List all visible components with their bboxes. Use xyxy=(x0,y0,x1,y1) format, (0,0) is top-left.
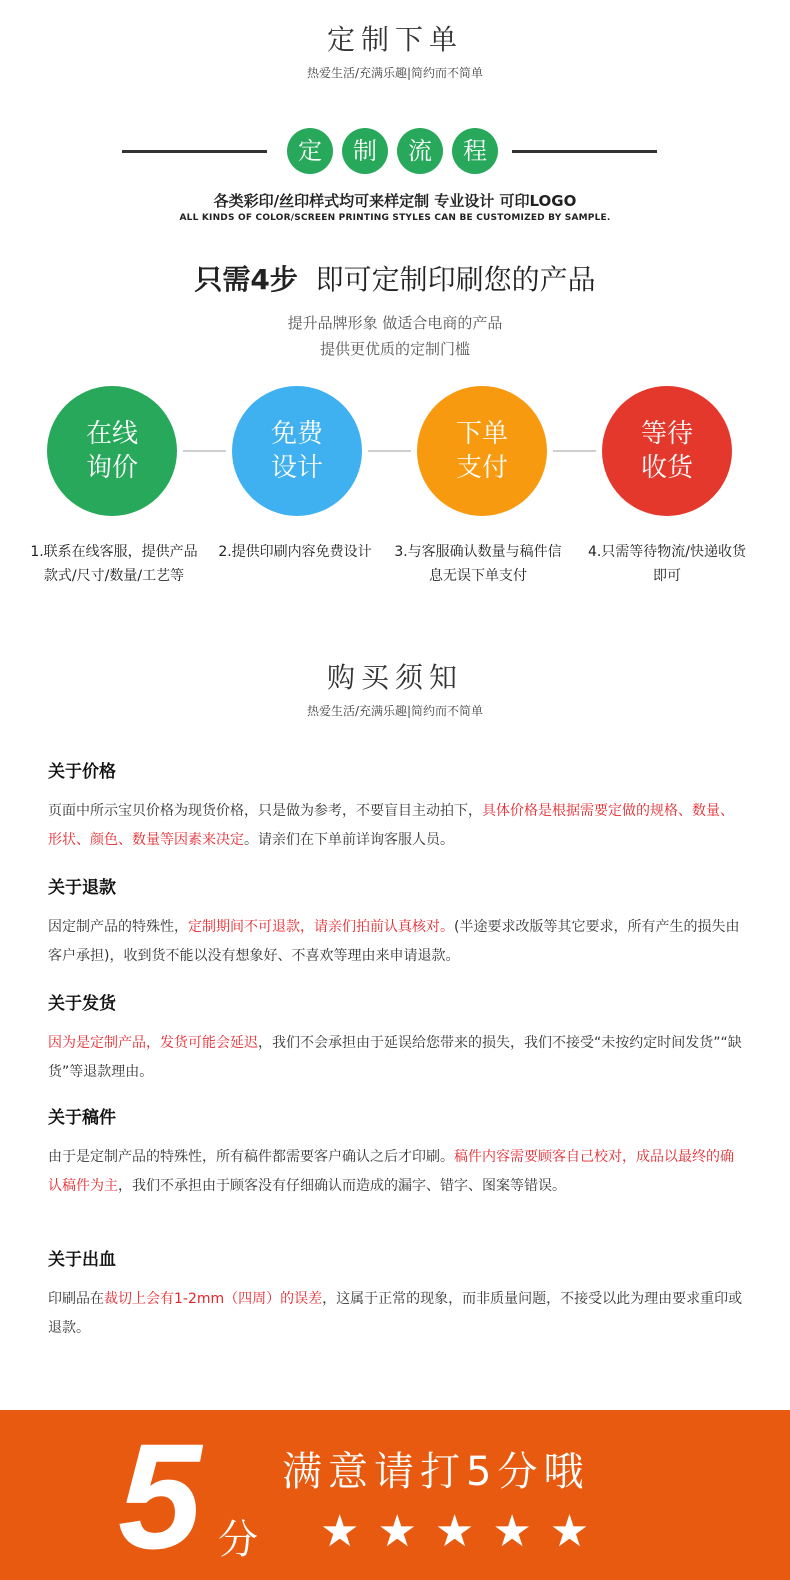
step-connector xyxy=(368,450,411,452)
step-circle-inquiry xyxy=(47,386,177,516)
step-circle-receive xyxy=(602,386,732,516)
text: ，我们不承担由于顾客没有仔细确认而造成的漏字、错字、图案等错误。 xyxy=(118,1178,566,1194)
step-desc-4: 4.只需等待物流/快递收货即可 xyxy=(587,544,747,584)
highlight-text: 具体价格是根据需要定做的规格、数量、形状、颜色、数量等因素来决定 xyxy=(48,803,734,848)
divider-right xyxy=(512,150,657,153)
section-body-shipping xyxy=(48,1029,744,1087)
text: 。请亲们在下单前详询客服人员。 xyxy=(244,832,454,848)
step-label-line1: 免费 xyxy=(270,419,323,449)
flow-subtitle-cn: 各类彩印/丝印样式均可来样定制 专业设计 可印LOGO xyxy=(213,192,577,210)
flow-char-2: 制 xyxy=(342,128,388,174)
text: 因定制产品的特殊性， xyxy=(48,919,188,935)
step-label-line1: 在线 xyxy=(85,419,138,449)
step-circle-payment xyxy=(417,386,547,516)
flow-char-3: 流 xyxy=(397,128,443,174)
rating-banner xyxy=(0,1410,790,1580)
step-label-line1: 下单 xyxy=(455,419,508,449)
step-desc-1: 1.联系在线客服，提供产品款式/尺寸/数量/工艺等 xyxy=(30,544,198,584)
text: ，这属于正常的现象，而非质量问题，不接受以此为理由要求重印或退款。 xyxy=(48,1291,743,1336)
step-circle-design xyxy=(232,386,362,516)
step-connector xyxy=(553,450,596,452)
flow-subtitle-en: ALL KINDS OF COLOR/SCREEN PRINTING STYLES CAN BE CUSTOMIZED BY SAMPLE. xyxy=(179,213,611,223)
rating-request-text: 满意请打5分哦 xyxy=(282,1449,590,1495)
highlight-text: 稿件内容需要顾客自己校对，成品以最终的确认稿件为主 xyxy=(48,1149,734,1194)
steps-tagline-1: 提升品牌形象 做适合电商的产品 xyxy=(287,314,503,332)
section-title-refund: 关于退款 xyxy=(48,878,116,898)
star-icons: ★★★★★ xyxy=(320,1506,608,1557)
step-label-line1: 等待 xyxy=(640,419,693,449)
section-title-shipping: 关于发货 xyxy=(48,994,116,1014)
flow-char-4: 程 xyxy=(452,128,498,174)
notice-subtitle: 热爱生活/充满乐趣|简约而不简单 xyxy=(306,704,484,718)
header-title: 定制下单 xyxy=(326,23,463,56)
steps-tagline-2: 提供更优质的定制门槛 xyxy=(319,340,470,358)
notice-title: 购买须知 xyxy=(326,661,463,694)
highlight-text: 定制期间不可退款，请亲们拍前认真核对。 xyxy=(188,919,454,935)
divider-left xyxy=(122,150,267,153)
steps-heading xyxy=(0,258,790,298)
text: 页面中所示宝贝价格为现货价格，只是做为参考，不要盲目主动拍下， xyxy=(48,803,482,819)
highlight-text: 裁切上会有1-2mm（四周）的误差 xyxy=(104,1291,323,1307)
rating-number: 5 xyxy=(118,1412,202,1580)
steps-heading-bold: 只需4步 xyxy=(194,263,298,296)
highlight-text: 因为是定制产品，发货可能会延迟 xyxy=(48,1035,258,1051)
text: ，我们不会承担由于延误给您带来的损失，我们不接受“未按约定时间发货”“缺货”等退款理由。 xyxy=(48,1035,742,1080)
section-body-bleed xyxy=(48,1285,744,1343)
flow-char-1: 定 xyxy=(287,128,333,174)
section-body-refund xyxy=(48,913,744,971)
step-desc-3: 3.与客服确认数量与稿件信息无误下单支付 xyxy=(394,544,562,584)
flow-banner xyxy=(0,128,790,176)
step-connector xyxy=(183,450,226,452)
text: 印刷品在 xyxy=(48,1291,104,1307)
step-label-line2: 询价 xyxy=(85,453,138,483)
step-label-line2: 支付 xyxy=(455,453,508,483)
section-body-draft xyxy=(48,1143,744,1201)
steps-heading-rest: 即可定制印刷您的产品 xyxy=(315,263,596,296)
section-title-draft: 关于稿件 xyxy=(48,1108,116,1128)
section-title-price: 关于价格 xyxy=(48,762,116,782)
step-label-line2: 收货 xyxy=(640,453,693,483)
step-desc-2: 2.提供印刷内容免费设计 xyxy=(218,544,372,560)
rating-unit: 分 xyxy=(218,1517,258,1563)
section-body-price xyxy=(48,797,744,855)
text: (半途要求改版等其它要求，所有产生的损失由客户承担)，收到货不能以没有想象好、不喜欢等理由来申请退款。 xyxy=(48,919,740,964)
section-title-bleed: 关于出血 xyxy=(48,1250,116,1270)
text: 由于是定制产品的特殊性，所有稿件都需要客户确认之后才印刷。 xyxy=(48,1149,454,1165)
header-subtitle: 热爱生活/充满乐趣|简约而不简单 xyxy=(306,66,484,80)
step-label-line2: 设计 xyxy=(270,453,323,483)
